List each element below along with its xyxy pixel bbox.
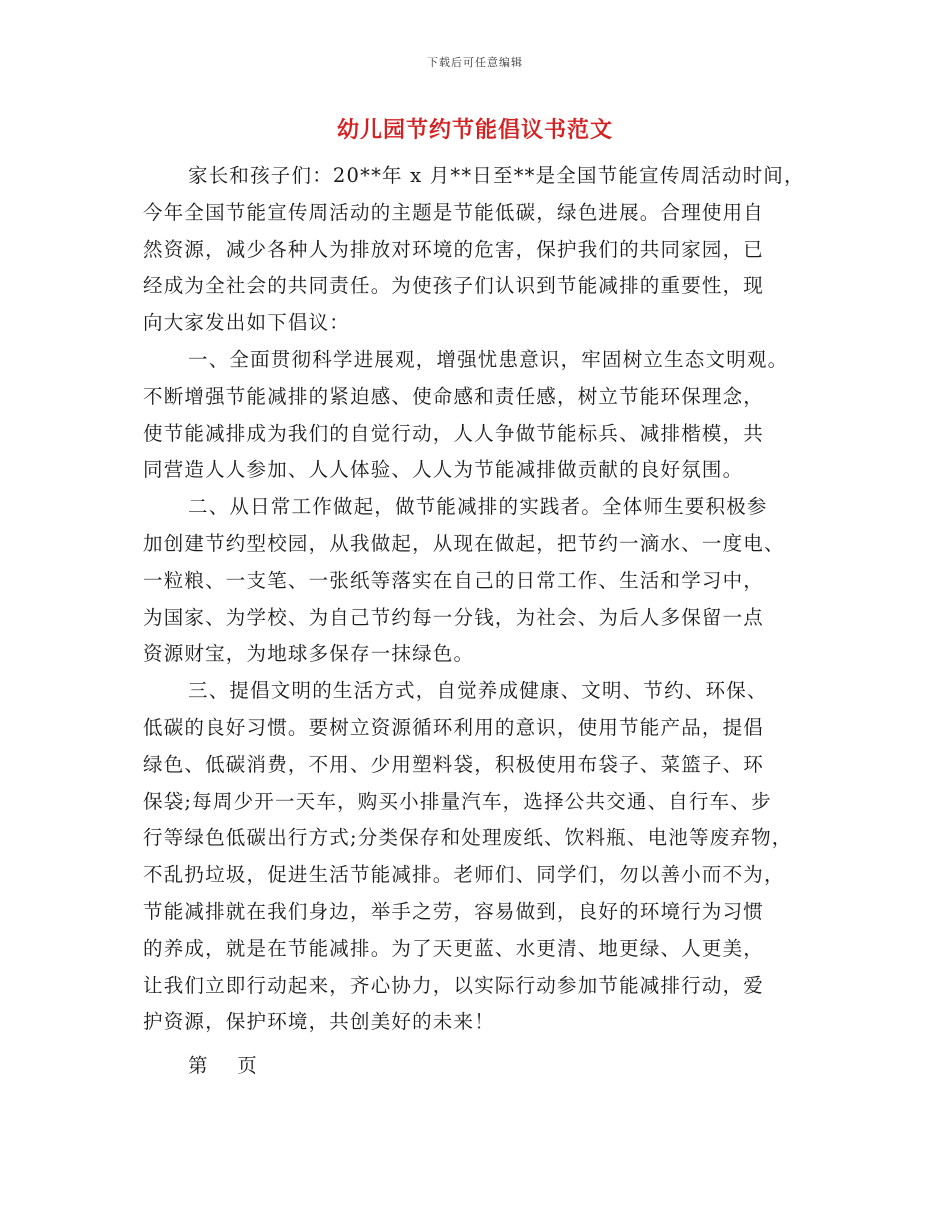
document-body [143, 158, 818, 1041]
body-line: 经成为全社会的共同责任。为使孩子们认识到节能减排的重要性，现 [143, 274, 765, 298]
body-line: 向大家发出如下倡议： [143, 311, 351, 335]
body-line: 让我们立即行动起来，齐心协力，以实际行动参加节能减排行动，爱 [143, 973, 765, 997]
body-line: 使节能减排成为我们的自觉行动，人人争做节能标兵、减排楷模，共 [143, 421, 765, 445]
body-line: 不断增强节能减排的紧迫感、使命感和责任感，树立节能环保理念， [143, 384, 765, 408]
body-line: 然资源，减少各种人为排放对环境的危害，保护我们的共同家园，已 [143, 237, 765, 261]
body-line: 护资源，保护环境，共创美好的未来！ [143, 1010, 495, 1034]
body-line: 一粒粮、一支笔、一张纸等落实在自己的日常工作、生活和学习中， [143, 568, 765, 592]
body-line: 一、全面贯彻科学进展观，增强忧患意识，牢固树立生态文明观。 [188, 347, 789, 371]
document-title: 幼儿园节约节能倡议书范文 [336, 118, 613, 143]
body-line: 节能减排就在我们身边，举手之劳，容易做到，良好的环境行为习惯 [143, 899, 765, 923]
body-line: 为国家、为学校、为自己节约每一分钱，为社会、为后人多保留一点 [143, 605, 765, 629]
body-line: 加创建节约型校园，从我做起，从现在做起，把节约一滴水、一度电、 [143, 531, 785, 555]
body-line: 不乱扔垃圾，促进生活节能减排。老师们、同学们，勿以善小而不为， [143, 863, 785, 887]
body-line: 保袋;每周少开一天车，购买小排量汽车，选择公共交通、自行车、步 [143, 789, 772, 813]
body-line: 二、从日常工作做起，做节能减排的实践者。全体师生要积极参 [188, 495, 768, 519]
body-line: 三、提倡文明的生活方式，自觉养成健康、文明、节约、环保、 [188, 679, 768, 703]
body-line: 绿色、低碳消费，不用、少用塑料袋，积极使用布袋子、菜篮子、环 [143, 752, 765, 776]
body-line: 行等绿色低碳出行方式;分类保存和处理废纸、饮料瓶、电池等废弃物， [143, 826, 793, 850]
page-header-note: 下载后可任意编辑 [427, 56, 523, 69]
body-line: 同营造人人参加、人人体验、人人为节能减排做贡献的良好氛围。 [143, 458, 744, 482]
body-line: 的养成，就是在节能减排。为了天更蓝、水更清、地更绿、人更美， [143, 936, 765, 960]
body-line: 低碳的良好习惯。要树立资源循环利用的意识，使用节能产品，提倡 [143, 715, 765, 739]
body-line: 资源财宝，为地球多保存一抹绿色。 [143, 642, 475, 666]
body-line: 家长和孩子们：20**年 x 月**日至**是全国节能宣传周活动时间， [188, 164, 805, 187]
page-number-footer: 第 页 [188, 1054, 258, 1077]
body-line: 今年全国节能宣传周活动的主题是节能低碳，绿色进展。合理使用自 [143, 200, 765, 224]
